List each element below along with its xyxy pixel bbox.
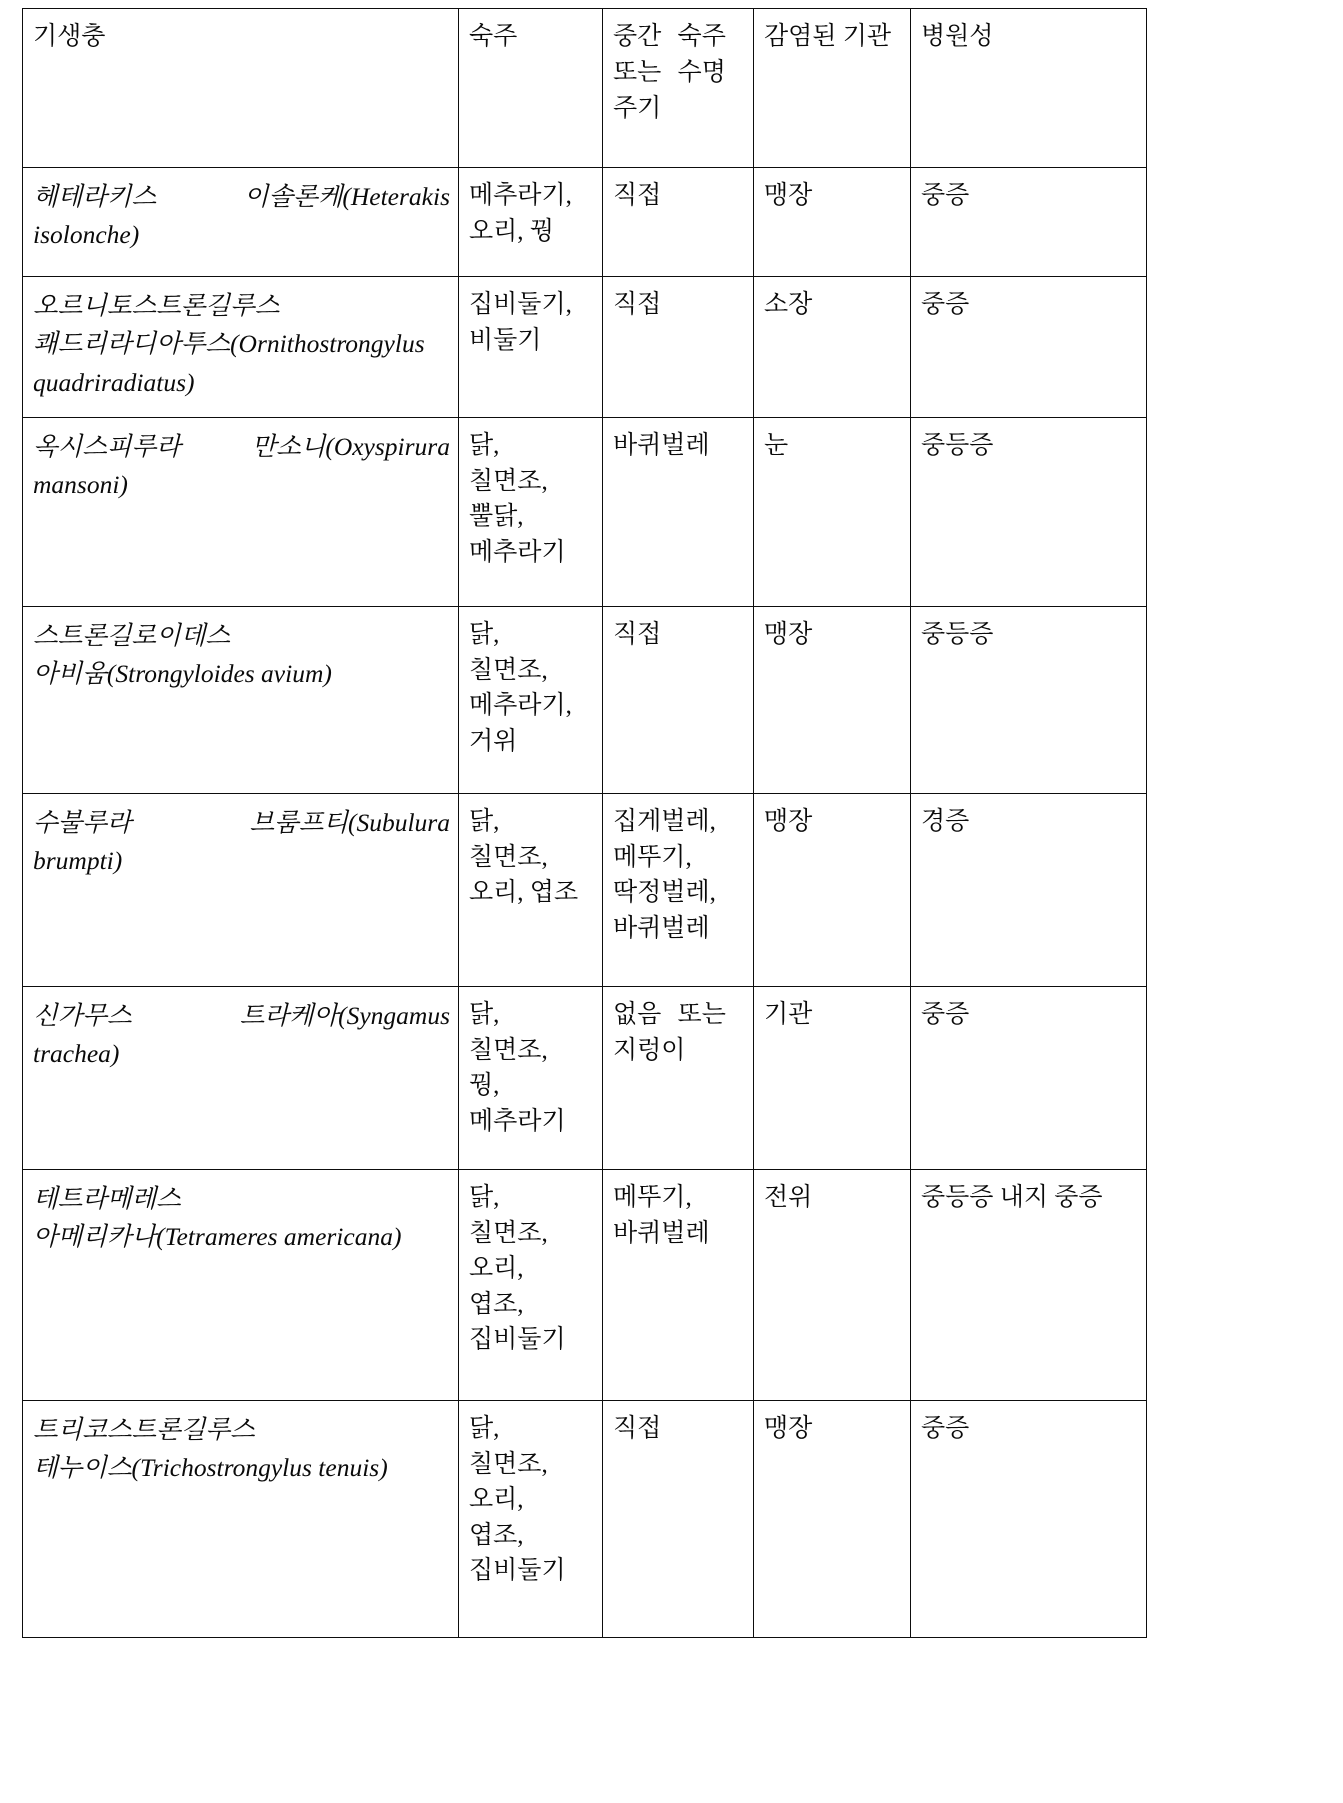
parasite-name-latin: 아비움(Strongyloides avium) — [33, 659, 332, 689]
cell-parasite — [23, 277, 459, 418]
host-line: 뿔닭, — [469, 503, 524, 530]
cell-parasite — [23, 607, 459, 794]
table-header — [23, 9, 1147, 168]
host-line: 칠면조, — [469, 1219, 548, 1247]
parasite-name-latin: mansoni) — [33, 470, 128, 500]
parasite-name-kr: 옥시스피루라 — [33, 432, 181, 461]
cell-host — [459, 168, 603, 277]
cell-pathogenicity: 중증 — [911, 1401, 1147, 1638]
cell-parasite — [23, 987, 459, 1170]
column-header-parasite — [23, 9, 459, 168]
cell-parasite — [23, 794, 459, 987]
cell-intermediate — [603, 168, 754, 277]
host-line: 칠면조, — [469, 1450, 548, 1478]
cell-host — [459, 1170, 603, 1401]
parasite-name-latin: 아메리카나(Tetrameres americana) — [33, 1222, 402, 1252]
host-line: 오리, — [469, 1255, 524, 1282]
intermediate-line: 바퀴벌레 — [613, 1219, 710, 1247]
table-row — [23, 987, 1147, 1170]
host-line: 닭, — [469, 432, 500, 459]
parasite-name-kr: 테트라메레스 — [33, 1184, 181, 1213]
column-header-parasite-label: 기생충 — [33, 23, 106, 50]
parasite-name-kr: 헤테라키스 — [33, 182, 157, 211]
table-row — [23, 607, 1147, 794]
cell-pathogenicity: 경증 — [911, 794, 1147, 987]
parasite-name-latin: isolonche) — [33, 220, 140, 250]
cell-parasite — [23, 1170, 459, 1401]
parasite-name-kr-2: 브룸프티(Subulura — [249, 808, 450, 837]
cell-host — [459, 277, 603, 418]
cell-pathogenicity: 중등증 — [911, 607, 1147, 794]
host-line: 닭, — [469, 1415, 500, 1442]
column-header-pathogenicity — [911, 9, 1147, 168]
column-header-host-label: 숙주 — [469, 23, 518, 50]
intermediate-line: 직접 — [613, 1415, 662, 1442]
table-row — [23, 418, 1147, 607]
parasite-name-kr-2: 만소니(Oxyspirura — [251, 432, 450, 461]
parasite-name-latin: brumpti) — [33, 846, 123, 876]
intermediate-line: 딱정벌레, — [613, 879, 716, 906]
intermediate-line: 집게벌레, — [613, 808, 716, 835]
cell-organ: 맹장 — [754, 168, 911, 277]
cell-pathogenicity: 중등증 — [911, 418, 1147, 607]
host-line: 메추라기, — [469, 182, 572, 209]
cell-organ: 맹장 — [754, 607, 911, 794]
cell-organ: 맹장 — [754, 794, 911, 987]
host-line: 칠면조, — [469, 1036, 548, 1064]
parasite-name-kr-2: 쾌드리라디아투스(Ornithostrongylus — [33, 329, 425, 359]
cell-host — [459, 418, 603, 607]
intermediate-line: 직접 — [613, 291, 662, 318]
cell-organ: 전위 — [754, 1170, 911, 1401]
cell-organ: 소장 — [754, 277, 911, 418]
cell-pathogenicity: 중증 — [911, 168, 1147, 277]
intermediate-line: 메뚜기, — [613, 843, 692, 871]
intermediate-line: 직접 — [613, 621, 662, 648]
cell-parasite — [23, 1401, 459, 1638]
column-header-pathogenicity-label: 병원성 — [921, 23, 994, 50]
table-row — [23, 1170, 1147, 1401]
host-line: 집비둘기 — [469, 1557, 566, 1584]
parasite-name-kr: 신가무스 — [33, 1001, 132, 1030]
host-line: 칠면조, — [469, 656, 548, 684]
host-line: 거위 — [469, 727, 518, 755]
parasite-name-kr: 스트론길로이데스 — [33, 621, 231, 650]
cell-host — [459, 987, 603, 1170]
cell-host — [459, 607, 603, 794]
column-header-host — [459, 9, 603, 168]
cell-intermediate — [603, 794, 754, 987]
host-line: 닭, — [469, 808, 500, 835]
column-header-intermediate-line-1: 중간 숙주 — [613, 23, 726, 50]
cell-intermediate — [603, 418, 754, 607]
parasite-name-latin: 테누이스(Trichostrongylus tenuis) — [33, 1453, 388, 1483]
intermediate-line: 메뚜기, — [613, 1184, 692, 1211]
cell-parasite — [23, 168, 459, 277]
column-header-organ — [754, 9, 911, 168]
cell-host — [459, 794, 603, 987]
parasite-table — [22, 8, 1147, 1638]
host-line: 오리, 꿩 — [469, 217, 554, 245]
column-header-intermediate — [603, 9, 754, 168]
table-container — [22, 8, 1146, 1638]
cell-organ: 맹장 — [754, 1401, 911, 1638]
intermediate-line: 직접 — [613, 182, 662, 209]
host-line: 집비둘기, — [469, 291, 572, 318]
table-row — [23, 168, 1147, 277]
table-row — [23, 1401, 1147, 1638]
host-line: 메추라기 — [469, 538, 566, 566]
host-line: 메추라기, — [469, 692, 572, 719]
parasite-name-kr-2: 이솔론케(Heterakis — [243, 182, 450, 211]
parasite-name-kr: 수불루라 — [33, 808, 132, 837]
column-header-organ-label: 감염된 기관 — [764, 23, 892, 50]
cell-parasite — [23, 418, 459, 607]
cell-intermediate — [603, 607, 754, 794]
cell-intermediate — [603, 277, 754, 418]
host-line: 오리, — [469, 1486, 524, 1513]
cell-pathogenicity: 중등증 내지 중증 — [911, 1170, 1147, 1401]
host-line: 오리, 엽조 — [469, 879, 579, 906]
cell-intermediate — [603, 1170, 754, 1401]
parasite-name-kr-2: 트라케아(Syngamus — [239, 1001, 450, 1030]
column-header-intermediate-line-2: 또는 수명 — [613, 59, 726, 86]
parasite-name-kr: 트리코스트론길루스 — [33, 1415, 255, 1444]
host-line: 비둘기 — [469, 326, 542, 354]
cell-intermediate — [603, 1401, 754, 1638]
host-line: 메추라기 — [469, 1107, 566, 1135]
table-row — [23, 277, 1147, 418]
table-body — [23, 168, 1147, 1638]
host-line: 엽조, — [469, 1290, 524, 1318]
host-line: 닭, — [469, 1001, 500, 1028]
parasite-name-kr: 오르니토스트론길루스 — [33, 291, 280, 320]
cell-organ: 눈 — [754, 418, 911, 607]
cell-host — [459, 1401, 603, 1638]
table-row — [23, 794, 1147, 987]
header-row — [23, 9, 1147, 168]
cell-pathogenicity: 중증 — [911, 987, 1147, 1170]
host-line: 꿩, — [469, 1072, 500, 1099]
intermediate-line: 없음 또는 — [613, 1001, 726, 1028]
cell-pathogenicity: 중증 — [911, 277, 1147, 418]
host-line: 집비둘기 — [469, 1326, 566, 1353]
cell-intermediate — [603, 987, 754, 1170]
cell-organ: 기관 — [754, 987, 911, 1170]
host-line: 칠면조, — [469, 843, 548, 871]
parasite-name-latin: quadriradiatus) — [33, 367, 195, 397]
intermediate-line: 바퀴벌레 — [613, 914, 710, 942]
host-line: 칠면조, — [469, 467, 548, 495]
intermediate-line: 바퀴벌레 — [613, 432, 710, 459]
host-line: 엽조, — [469, 1521, 524, 1549]
parasite-name-latin: trachea) — [33, 1039, 120, 1069]
intermediate-line: 지렁이 — [613, 1036, 686, 1064]
host-line: 닭, — [469, 621, 500, 648]
column-header-intermediate-line-3: 주기 — [613, 95, 662, 122]
host-line: 닭, — [469, 1184, 500, 1211]
